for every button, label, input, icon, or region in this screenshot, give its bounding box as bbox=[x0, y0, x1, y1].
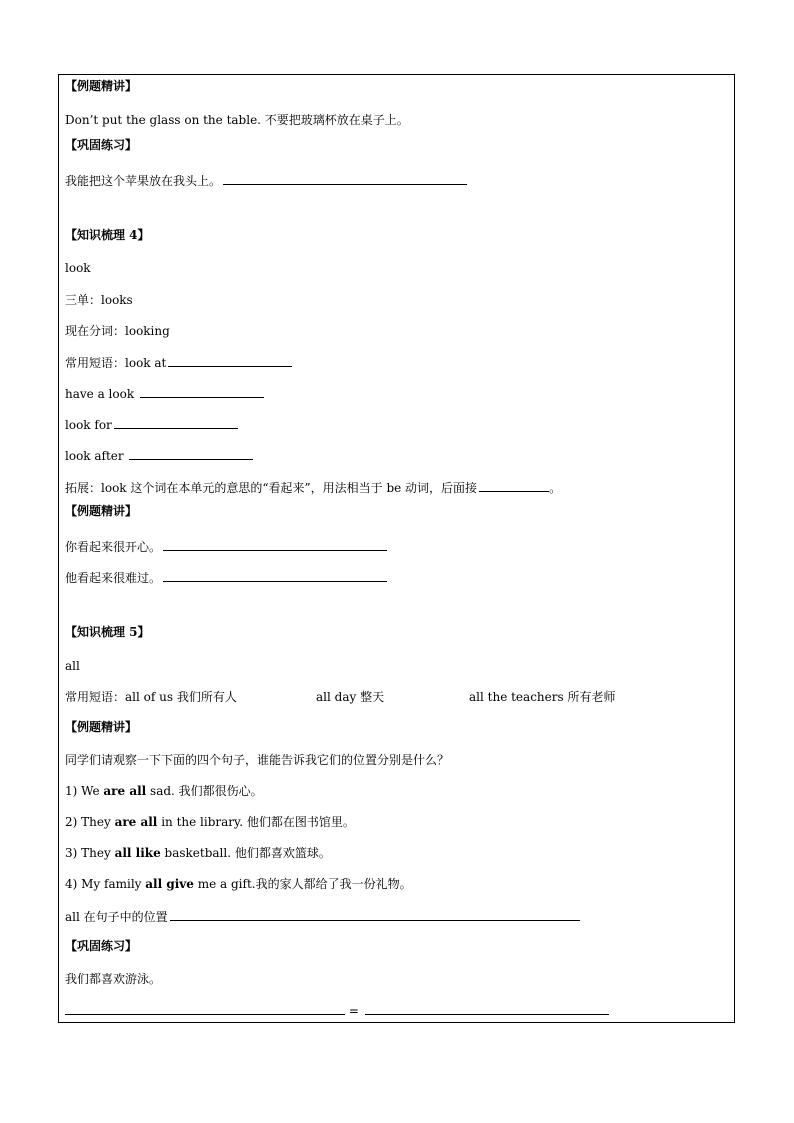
position-line bbox=[65, 908, 580, 925]
bold-phrase: all give bbox=[145, 877, 194, 891]
final-answer-line bbox=[65, 1002, 609, 1019]
answer-blank[interactable] bbox=[365, 1002, 609, 1015]
third-person-form: 三单：looks bbox=[65, 293, 133, 307]
answer-blank[interactable] bbox=[223, 172, 467, 185]
bold-phrase: are all bbox=[114, 815, 158, 829]
knowledge-heading-4: 【知识梳理 4】 bbox=[65, 228, 150, 242]
example-prompt: 他看起来很难过。 bbox=[65, 571, 162, 585]
phrase-look-after bbox=[65, 447, 253, 464]
example-line-1 bbox=[65, 538, 387, 555]
sentence-text: 1) We bbox=[65, 784, 104, 798]
answer-blank[interactable] bbox=[163, 569, 387, 582]
extension-note bbox=[65, 479, 561, 496]
position-prompt: all 在句子中的位置 bbox=[65, 910, 168, 924]
phrase-text: have a look bbox=[65, 387, 135, 401]
sentence-text: sad. 我们都很伤心。 bbox=[146, 784, 263, 798]
phrase-look-for bbox=[65, 416, 238, 433]
sentence-text: me a gift.我的家人都给了我一份礼物。 bbox=[193, 877, 412, 891]
sentence-3 bbox=[65, 845, 331, 861]
present-participle: 现在分词：looking bbox=[65, 324, 170, 338]
example-heading: 【例题精讲】 bbox=[65, 79, 138, 93]
phrase-all-the-teachers: all the teachers 所有老师 bbox=[469, 690, 616, 704]
period: 。 bbox=[549, 481, 562, 495]
practice-prompt: 我能把这个苹果放在我头上。 bbox=[65, 174, 222, 188]
sentence-text: in the library. 他们都在图书馆里。 bbox=[157, 815, 355, 829]
sentence-text: 4) My family bbox=[65, 877, 146, 891]
answer-blank[interactable] bbox=[168, 354, 292, 367]
answer-blank[interactable] bbox=[65, 1002, 345, 1015]
answer-blank[interactable] bbox=[163, 538, 387, 551]
phrase-text: look for bbox=[65, 418, 112, 432]
answer-blank[interactable] bbox=[114, 416, 238, 429]
question: 同学们请观察一下下面的四个句子，谁能告诉我它们的位置分别是什么？ bbox=[65, 753, 450, 767]
knowledge-heading-5: 【知识梳理 5】 bbox=[65, 625, 150, 639]
answer-blank[interactable] bbox=[140, 385, 264, 398]
sentence-text: 3) They bbox=[65, 846, 115, 860]
sentence-text: basketball. 他们都喜欢篮球。 bbox=[160, 846, 331, 860]
practice-heading-2: 【巩固练习】 bbox=[65, 939, 138, 953]
phrase-look-at bbox=[65, 354, 292, 371]
example-line-2 bbox=[65, 569, 387, 586]
example-sentence: Don’t put the glass on the table. 不要把玻璃杯放在桌子上。 bbox=[65, 113, 409, 127]
example-prompt: 你看起来很开心。 bbox=[65, 540, 162, 554]
phrase-all-of-us: 常用短语：all of us 我们所有人 bbox=[65, 690, 237, 704]
practice-prompt-2: 我们都喜欢游泳。 bbox=[65, 972, 162, 986]
sentence-4 bbox=[65, 876, 412, 892]
practice-heading: 【巩固练习】 bbox=[65, 138, 138, 152]
bold-phrase: are all bbox=[103, 784, 147, 798]
bold-phrase: all like bbox=[114, 846, 161, 860]
equals-sign: = bbox=[348, 1004, 359, 1018]
phrase-text: look after bbox=[65, 449, 124, 463]
example-heading-3: 【例题精讲】 bbox=[65, 720, 138, 734]
example-heading-2: 【例题精讲】 bbox=[65, 504, 138, 518]
sentence-text: 2) They bbox=[65, 815, 115, 829]
phrase-all-day: all day 整天 bbox=[316, 690, 385, 704]
phrase-have-a-look bbox=[65, 385, 264, 402]
keyword-look: look bbox=[65, 261, 91, 275]
phrase-label: 常用短语：look at bbox=[65, 356, 167, 370]
answer-blank[interactable] bbox=[170, 908, 580, 921]
answer-blank[interactable] bbox=[129, 447, 253, 460]
sentence-1 bbox=[65, 783, 263, 799]
keyword-all: all bbox=[65, 659, 80, 673]
answer-blank[interactable] bbox=[479, 479, 549, 492]
extension-text: 拓展：look 这个词在本单元的意思的“看起来”，用法相当于 be 动词，后面接 bbox=[65, 481, 478, 495]
sentence-2 bbox=[65, 814, 355, 830]
practice-line bbox=[65, 172, 467, 189]
